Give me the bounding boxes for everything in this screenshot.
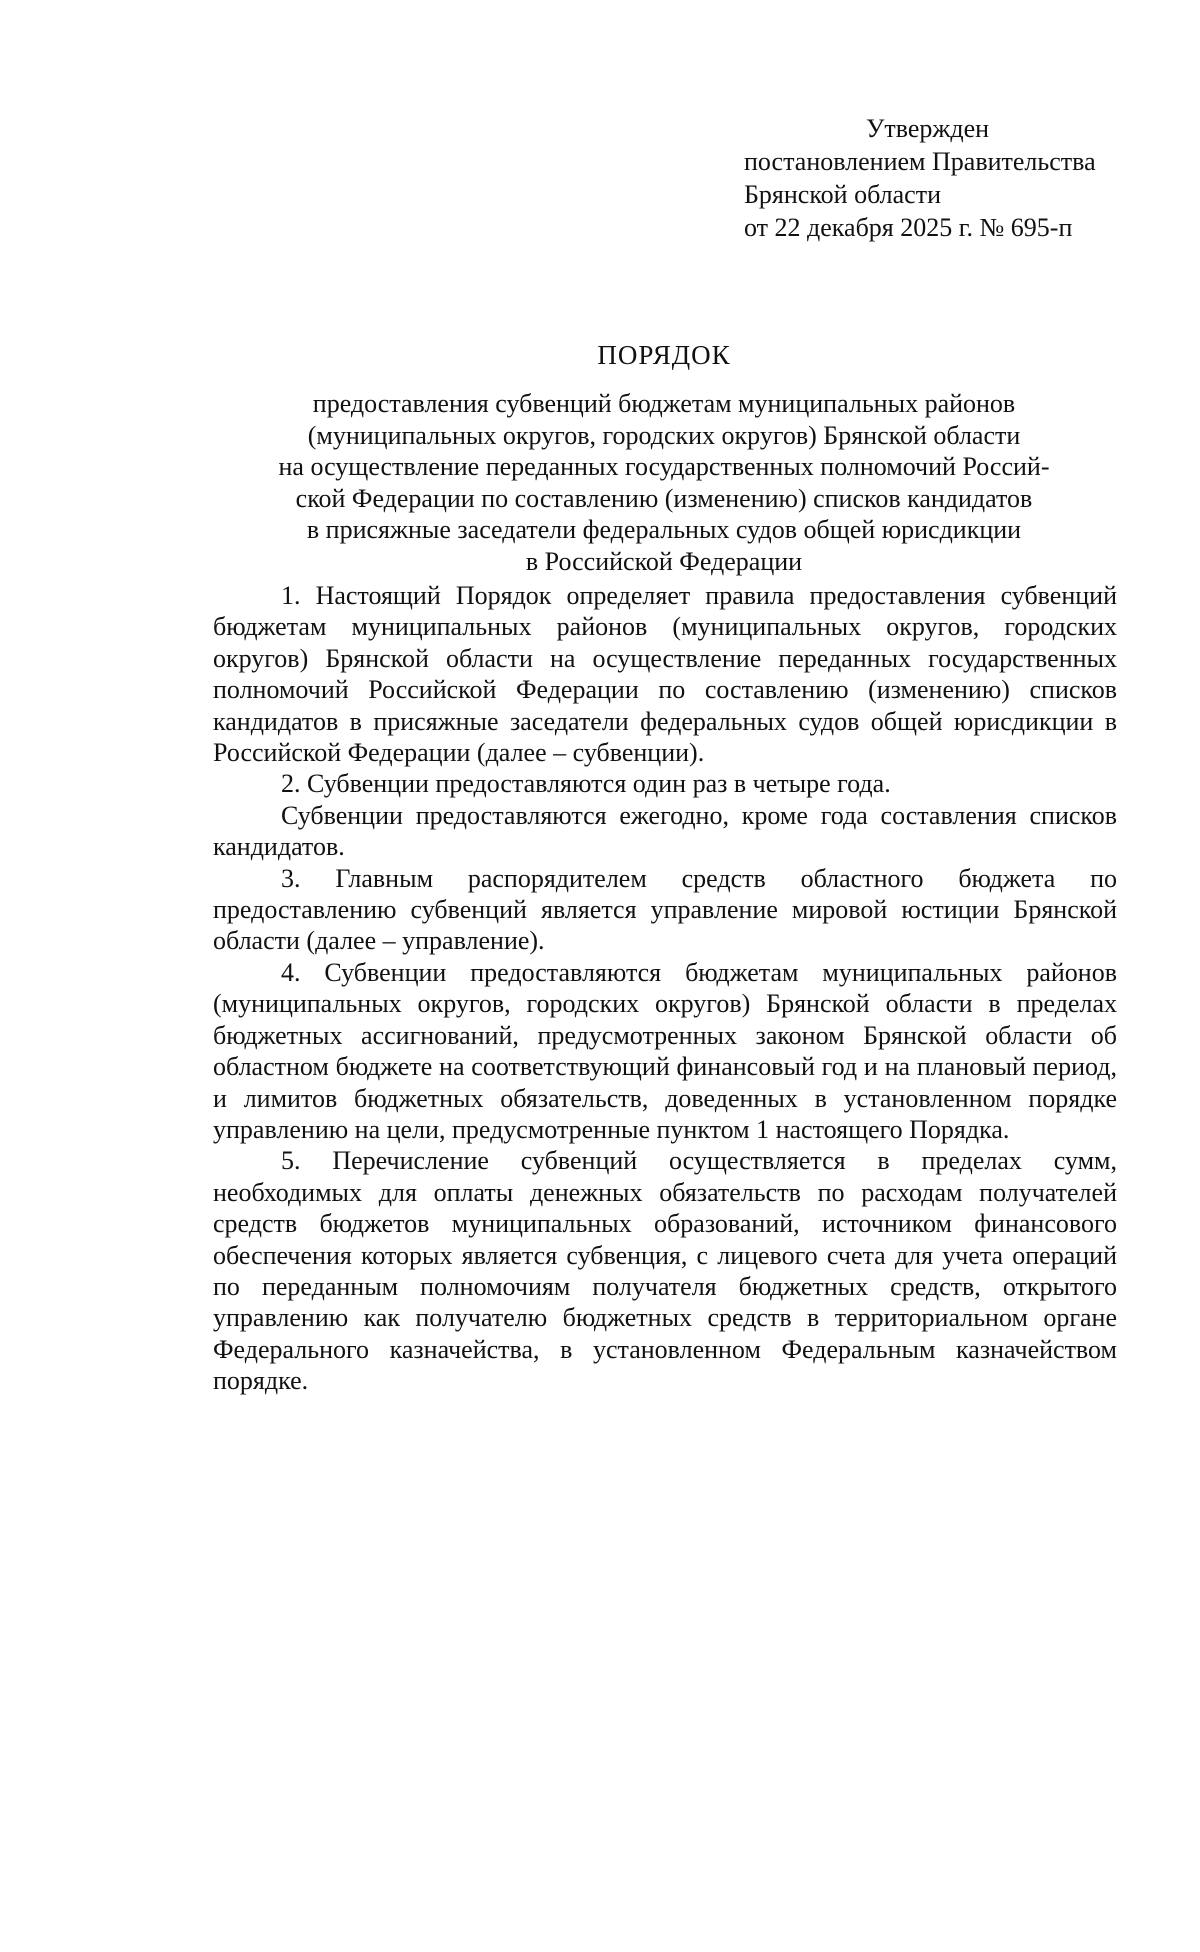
paragraph: Субвенции предоставляются ежегодно, кроме года составления списков кандидатов. [213, 800, 1117, 862]
subtitle-line: предоставления субвенций бюджетам муниципальных районов [312, 389, 1016, 418]
document-title: ПОРЯДОК [597, 340, 731, 370]
approval-date-number: от 22 декабря 2025 г. № 695-п [744, 213, 1073, 242]
subtitle-line: в Российской Федерации [525, 546, 803, 576]
approval-stamp [744, 112, 1096, 244]
subtitle-line: ской Федерации по составлению (изменению) списков кандидатов [295, 483, 1033, 513]
subtitle-line: на осуществление переданных государственных полномочий Россий- [278, 452, 1050, 481]
paragraph: 4. Субвенции предоставляются бюджетам муниципальных районов (муниципальных округов, городских округов) Брянской области в пределах бюджетных ассигнований, предусмотренных законом Брянской области об областном бюджете на соответствующий финансовый год и на плановый период, и лимитов бюджетных обязательств, доведенных в установленном порядке управлению на цели, предусмотренные пунктом 1 настоящего Порядка. [213, 957, 1117, 1144]
document-subtitle [200, 388, 1128, 577]
title-block [200, 338, 1128, 577]
paragraph: 2. Субвенции предоставляются один раз в четыре года. [281, 769, 891, 799]
paragraph: 1. Настоящий Порядок определяет правила предоставления субвенций бюджетам муниципальных районов (муниципальных округов, городских округов) Брянской области на осуществление переданных государственных полномочий Российской Федерации по составлению (изменению) списков кандидатов в присяжные заседатели федеральных судов общей юрисдикции в Российской Федерации (далее – субвенции). [213, 581, 1117, 768]
subtitle-line: (муниципальных округов, городских округов) Брянской области [307, 420, 1021, 450]
paragraph: 5. Перечисление субвенций осуществляется в пределах сумм, необходимых для оплаты денежных обязательств по расходам получателей средств бюджетов муниципальных образований, источником финансового обеспечения которых является субвенция, с лицевого счета для учета операций по переданным полномочиям получателя бюджетных средств, открытого управлению как получателю бюджетных средств в территориальном органе Федерального казначейства, в установленном Федеральным казначейством порядке. [213, 1146, 1117, 1396]
subtitle-line: в присяжные заседатели федеральных судов общей юрисдикции [306, 515, 1022, 544]
paragraph: 3. Главным распорядителем средств областного бюджета по предоставлению субвенций является управление мировой юстиции Брянской области (далее – управление). [213, 863, 1117, 956]
approval-line: Брянской области [744, 180, 941, 209]
document-body [213, 580, 1117, 1397]
approval-line: постановлением Правительства [744, 147, 1096, 176]
approval-line: Утвержден [866, 114, 990, 143]
